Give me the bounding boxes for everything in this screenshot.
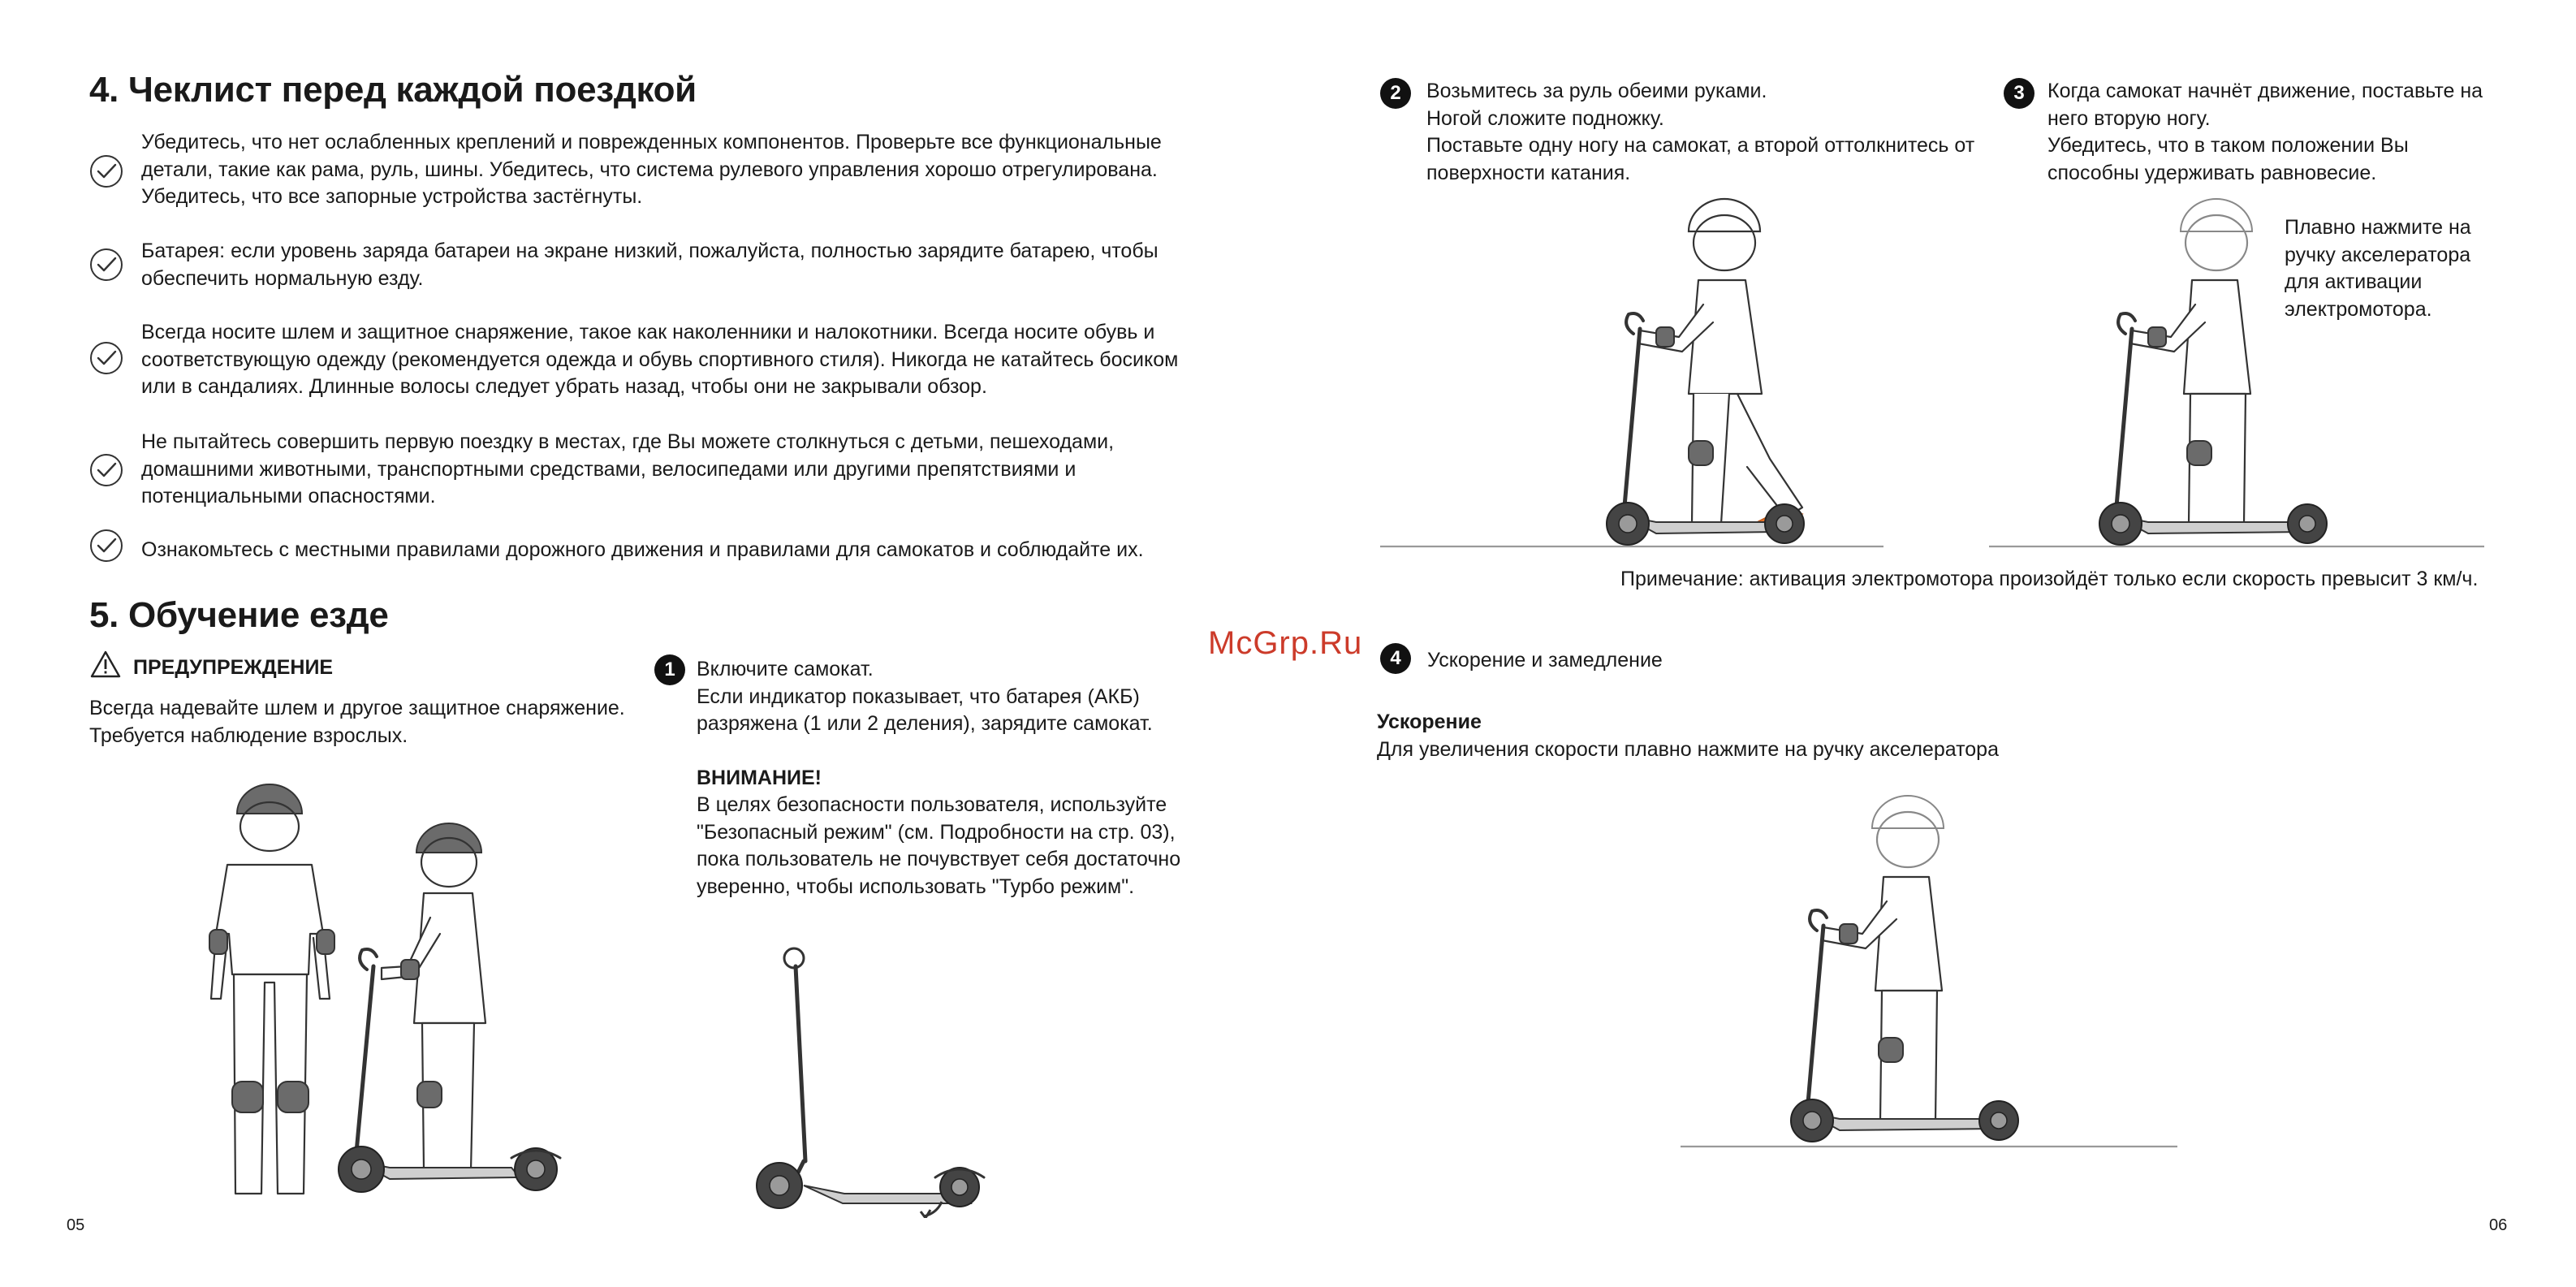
checklist-item-4: Не пытайтесь совершить первую поездку в местах, где Вы можете столкнуться с детьми, пешеходами, домашними животными, транспортными средствами, велосипедами или другими препятствиями и потенциальными опасностями. bbox=[141, 430, 1115, 507]
step-4-title: Ускорение и замедление bbox=[1427, 649, 1663, 672]
checklist-item-2: Батарея: если уровень заряда батареи на экране низкий, пожалуйста, полностью зарядите батарею, чтобы обеспечить нормальную езду. bbox=[141, 240, 1159, 290]
step-3-text: Когда самокат начнёт движение, поставьте на него вторую ногу. Убедитесь, что в таком положении Вы способны удерживать равновесие. bbox=[2047, 80, 2483, 184]
scooter-illustration bbox=[747, 942, 990, 1222]
check-circle-icon bbox=[89, 529, 123, 567]
page-number-right: 06 bbox=[2489, 1216, 2508, 1234]
checklist-item-3: Всегда носите шлем и защитное снаряжение, такое как наколенники и налокотники. Всегда носите обувь и соответствующую одежду (рекомендуется одежда и обувь спортивного стиля). Никогда не катайтесь босиком или в сандалиях. Длинные волосы следует убрать назад, чтобы они не закрывали обзор. bbox=[141, 321, 1179, 398]
warning-text: Всегда надевайте шлем и другое защитное снаряжение. Требуется наблюдение взрослых. bbox=[89, 697, 625, 747]
balance-illustration bbox=[1989, 183, 2492, 560]
acceleration-subtitle: Ускорение bbox=[1377, 710, 1482, 733]
step-4-badge: 4 bbox=[1380, 643, 1411, 674]
warning-title: ПРЕДУПРЕЖДЕНИЕ bbox=[133, 656, 334, 679]
step-1-badge: 1 bbox=[654, 654, 685, 685]
checklist-item-5: Ознакомьтесь с местными правилами дорожного движения и правилами для самокатов и соблюдайте их. bbox=[141, 538, 1144, 561]
check-circle-icon bbox=[89, 154, 123, 192]
step-1-text: Включите самокат. Если индикатор показывает, что батарея (АКБ) разряжена (1 или 2 деления), зарядите самокат. ВНИМАНИЕ! В целях безопасности пользователя, используйте "Безопасный режим" (см. Подробности на стр. 03), пока пользователь не почувствует себя достаточно уверенно, чтобы использовать "Турбо режим". bbox=[697, 658, 1181, 898]
step-3-badge: 3 bbox=[2004, 78, 2034, 109]
checklist-item-1: Убедитесь, что нет ослабленных креплений и поврежденных компонентов. Проверьте все функциональные детали, такие как рама, руль, шины. Убедитесь, что система рулевого управления хорошо отрегулирована. Убедитесь, что все запорные устройства застёгнуты. bbox=[141, 131, 1162, 208]
warning-triangle-icon bbox=[89, 650, 122, 683]
section5-title: 5. Обучение езде bbox=[89, 595, 389, 635]
acceleration-illustration bbox=[1681, 780, 2184, 1157]
kick-off-illustration bbox=[1380, 183, 1883, 560]
step-2-text: Возьмитесь за руль обеими руками. Ногой сложите подножку. Поставьте одну ногу на самокат, а второй оттолкнитесь от поверхности катания. bbox=[1426, 80, 1975, 184]
check-circle-icon bbox=[89, 453, 123, 491]
check-circle-icon bbox=[89, 341, 123, 379]
section4-title: 4. Чеклист перед каждой поездкой bbox=[89, 70, 697, 110]
acceleration-text: Для увеличения скорости плавно нажмите на ручку акселератора bbox=[1377, 738, 1999, 761]
step-3-side-text: Плавно нажмите на ручку акселератора для активации электромотора. bbox=[2285, 216, 2471, 321]
motor-activation-note: Примечание: активация электромотора произойдёт только если скорость превысит 3 км/ч. bbox=[1620, 568, 2479, 590]
step-2-badge: 2 bbox=[1380, 78, 1411, 109]
page-number-left: 05 bbox=[67, 1216, 85, 1234]
watermark: McGrp.Ru bbox=[1208, 625, 1363, 661]
check-circle-icon bbox=[89, 248, 123, 286]
protective-gear-illustration bbox=[187, 780, 576, 1206]
